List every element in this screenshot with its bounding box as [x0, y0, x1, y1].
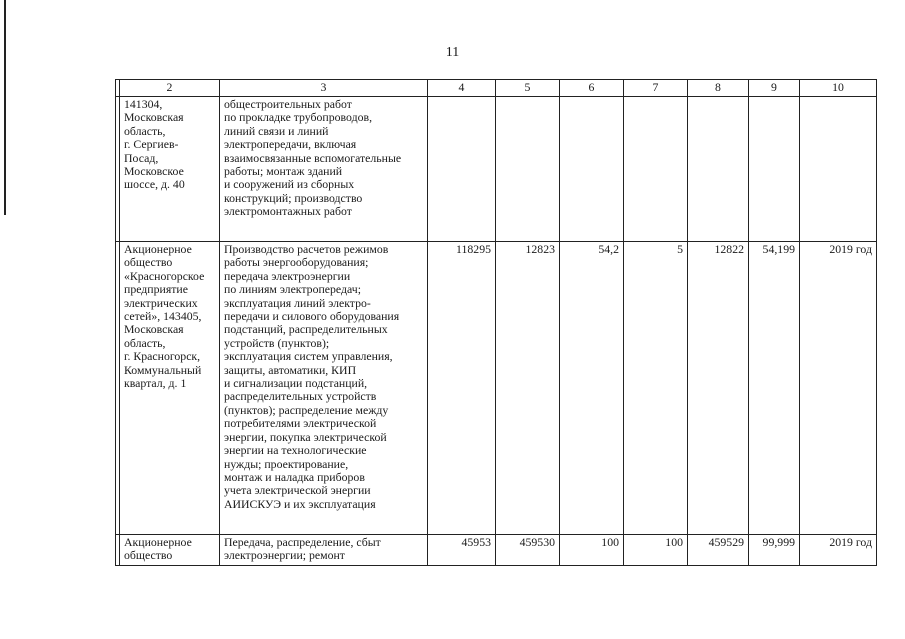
activity-text: общестроительных работ по прокладке трубопроводов, линий связи и линий электропередачи, включая взаимосвязанные вспомогательные работы; монтаж зданий и сооружений из сборных конструкций; производство электромонтажных работ	[224, 97, 402, 219]
column-header: 8	[688, 80, 749, 97]
value-cell	[560, 97, 624, 242]
column-header: 6	[560, 80, 624, 97]
value-cell: 99,999	[749, 535, 800, 566]
organization-text: Акционерное общество «Красногорское предприятие электрических сетей», 143405, Московская область, г. Красногорск, Коммунальный квартал, д. 1	[124, 242, 205, 391]
year-cell: 2019 год	[800, 535, 877, 566]
activity-cell	[220, 97, 428, 242]
value-cell	[749, 97, 800, 242]
activity-cell	[220, 242, 428, 535]
scan-edge-line	[4, 0, 6, 215]
column-header: 9	[749, 80, 800, 97]
value-cell: 12822	[688, 242, 749, 535]
organization-cell	[120, 535, 220, 566]
organization-text: 141304, Московская область, г. Сергиев- Посад, Московское шоссе, д. 40	[124, 97, 185, 192]
value-cell	[428, 97, 496, 242]
table-row	[116, 242, 877, 535]
year-cell	[800, 97, 877, 242]
column-header: 5	[496, 80, 560, 97]
value-cell: 5	[624, 242, 688, 535]
column-header: 7	[624, 80, 688, 97]
value-cell: 12823	[496, 242, 560, 535]
organization-text: Акционерное общество	[124, 535, 192, 563]
column-header: 2	[120, 80, 220, 97]
activity-cell	[220, 535, 428, 566]
column-number-row	[116, 80, 877, 97]
value-cell: 459529	[688, 535, 749, 566]
value-cell: 100	[624, 535, 688, 566]
value-cell	[496, 97, 560, 242]
value-cell: 100	[560, 535, 624, 566]
value-cell: 45953	[428, 535, 496, 566]
column-header: 3	[220, 80, 428, 97]
column-header: 10	[800, 80, 877, 97]
organization-cell	[120, 97, 220, 242]
registry-table	[115, 79, 877, 566]
table-row	[116, 535, 877, 566]
value-cell: 118295	[428, 242, 496, 535]
page-number: 11	[445, 45, 460, 60]
value-cell: 54,2	[560, 242, 624, 535]
activity-text: Передача, распределение, сбыт электроэнергии; ремонт	[224, 535, 381, 563]
activity-text: Производство расчетов режимов работы энергооборудования; передача электроэнергии по линиям электропередач; эксплуатация линий электро- передачи и силового оборудования подстанций, распределительных устройств (пунктов); эксплуатация систем управления, защиты, автоматики, КИП и сигнализации подстанций, распределительных устройств (пунктов); распределение между потребителями электрической энергии, покупка электрической энергии на технологические нужды; проектирование, монтаж и наладка приборов учета электрической энергии АИИСКУЭ и их эксплуатация	[224, 242, 400, 511]
value-cell	[624, 97, 688, 242]
value-cell: 54,199	[749, 242, 800, 535]
organization-cell	[120, 242, 220, 535]
table-row	[116, 97, 877, 242]
value-cell: 459530	[496, 535, 560, 566]
column-header: 4	[428, 80, 496, 97]
year-cell: 2019 год	[800, 242, 877, 535]
value-cell	[688, 97, 749, 242]
